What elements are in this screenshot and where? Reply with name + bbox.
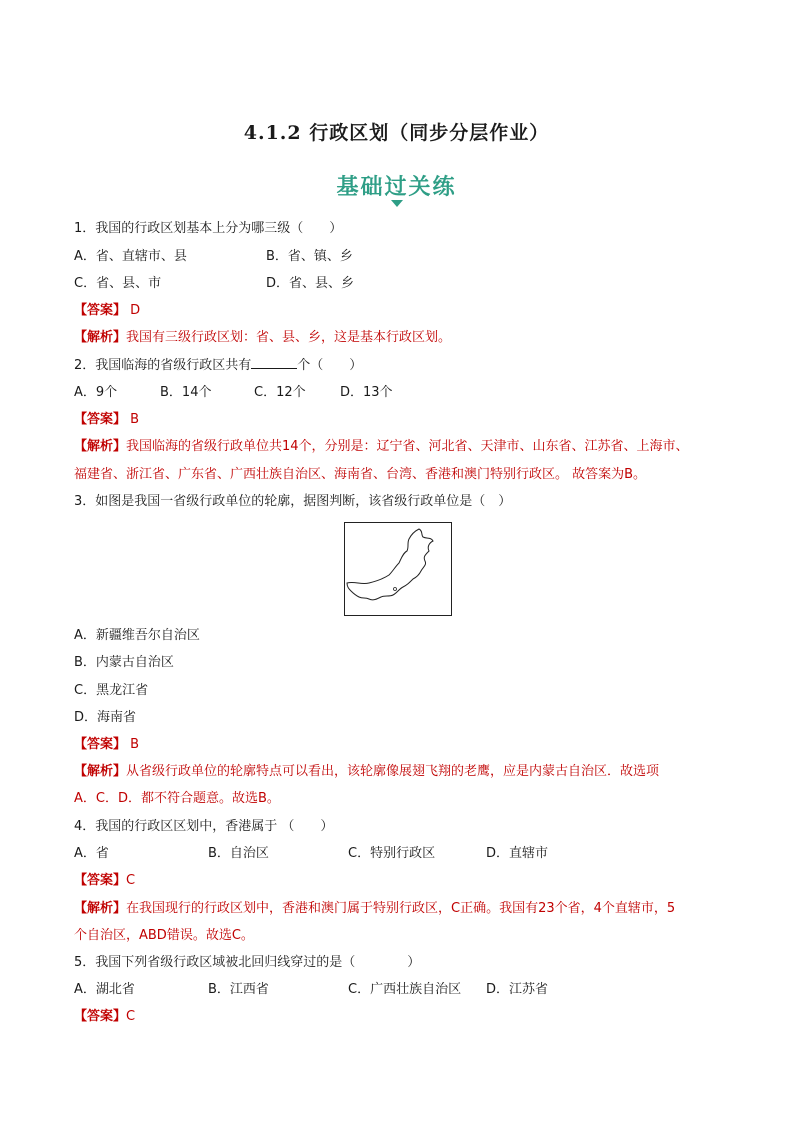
q1-option-d: D．省、县、乡	[266, 276, 355, 291]
q4-option-b: B．自治区	[208, 846, 269, 861]
q3-option-c: C．黑龙江省	[74, 683, 149, 698]
q3-option-b: B．内蒙古自治区	[74, 655, 174, 670]
q2-option-a: A．9个	[74, 385, 118, 400]
q2-answer: 【答案】 B	[74, 412, 140, 427]
q4-option-c: C．特别行政区	[348, 846, 436, 861]
explanation-text: 我国有三级行政区划：省、县、乡，这是基本行政区划。	[126, 330, 452, 345]
q5-option-c: C．广西壮族自治区	[348, 982, 462, 997]
q5-option-d: D．江苏省	[486, 982, 549, 997]
q1-answer	[74, 302, 140, 320]
q2-explanation-line1: 【解析】我国临海的省级行政单位共14个，分别是：辽宁省、河北省、天津市、山东省、江苏省、上海市、	[74, 439, 689, 454]
page-title: 4.1.2 行政区划（同步分层作业）	[243, 122, 550, 144]
q4-answer: 【答案】C	[74, 873, 136, 888]
q2-explanation-line2: 福建省、浙江省、广东省、广西壮族自治区、海南省、台湾、香港和澳门特别行政区。 故答案为B。	[74, 467, 647, 482]
q4-stem: 4．我国的行政区区划中，香港属于 （ ）	[74, 819, 334, 834]
q1-explanation	[74, 329, 451, 347]
q5-option-b: B．江西省	[208, 982, 269, 997]
q2-option-d: D．13个	[340, 385, 393, 400]
fill-blank	[251, 356, 297, 369]
q3-option-a: A．新疆维吾尔自治区	[74, 628, 200, 643]
q4-option-d: D．直辖市	[486, 846, 549, 861]
q1-option-c: C．省、县、市	[74, 276, 162, 291]
answer-value: D	[126, 303, 141, 318]
section-marker	[391, 200, 403, 207]
answer-tag: 【答案】	[74, 303, 127, 318]
inner-mongolia-outline-icon	[345, 523, 451, 615]
q3-explanation-line1: 【解析】从省级行政单位的轮廓特点可以看出，该轮廓像展翅飞翔的老鹰，应是内蒙古自治区．故选项	[74, 764, 660, 779]
q1-option-b: B．省、镇、乡	[266, 249, 353, 264]
q4-explanation-line2: 个自治区，ABD错误。故选C。	[74, 928, 254, 943]
section-heading: 基础过关练	[336, 175, 457, 200]
q1-stem: 1．我国的行政区划基本上分为哪三级（ ）	[74, 221, 343, 236]
q5-answer: 【答案】C	[74, 1009, 136, 1024]
q3-option-d: D．海南省	[74, 710, 137, 725]
q2-stem: 2．我国临海的省级行政区共有 个（ ）	[74, 358, 363, 373]
q2-option-b: B．14个	[160, 385, 212, 400]
q3-answer: 【答案】 B	[74, 737, 140, 752]
explanation-tag: 【解析】	[74, 330, 127, 345]
province-outline-figure	[344, 522, 452, 616]
q3-explanation-line2: A．C．D．都不符合题意。故选B。	[74, 791, 280, 806]
q1-option-a: A．省、直辖市、县	[74, 249, 187, 264]
q3-stem: 3．如图是我国一省级行政单位的轮廓，据图判断，该省级行政单位是（ ）	[74, 494, 512, 509]
q2-option-c: C．12个	[254, 385, 306, 400]
q4-option-a: A．省	[74, 846, 109, 861]
q4-explanation-line1: 【解析】在我国现行的行政区划中，香港和澳门属于特别行政区，C正确。我国有23个省，4个直辖市，5	[74, 901, 676, 916]
q5-stem: 5．我国下列省级行政区域被北回归线穿过的是（ ）	[74, 955, 421, 970]
q5-option-a: A．湖北省	[74, 982, 135, 997]
